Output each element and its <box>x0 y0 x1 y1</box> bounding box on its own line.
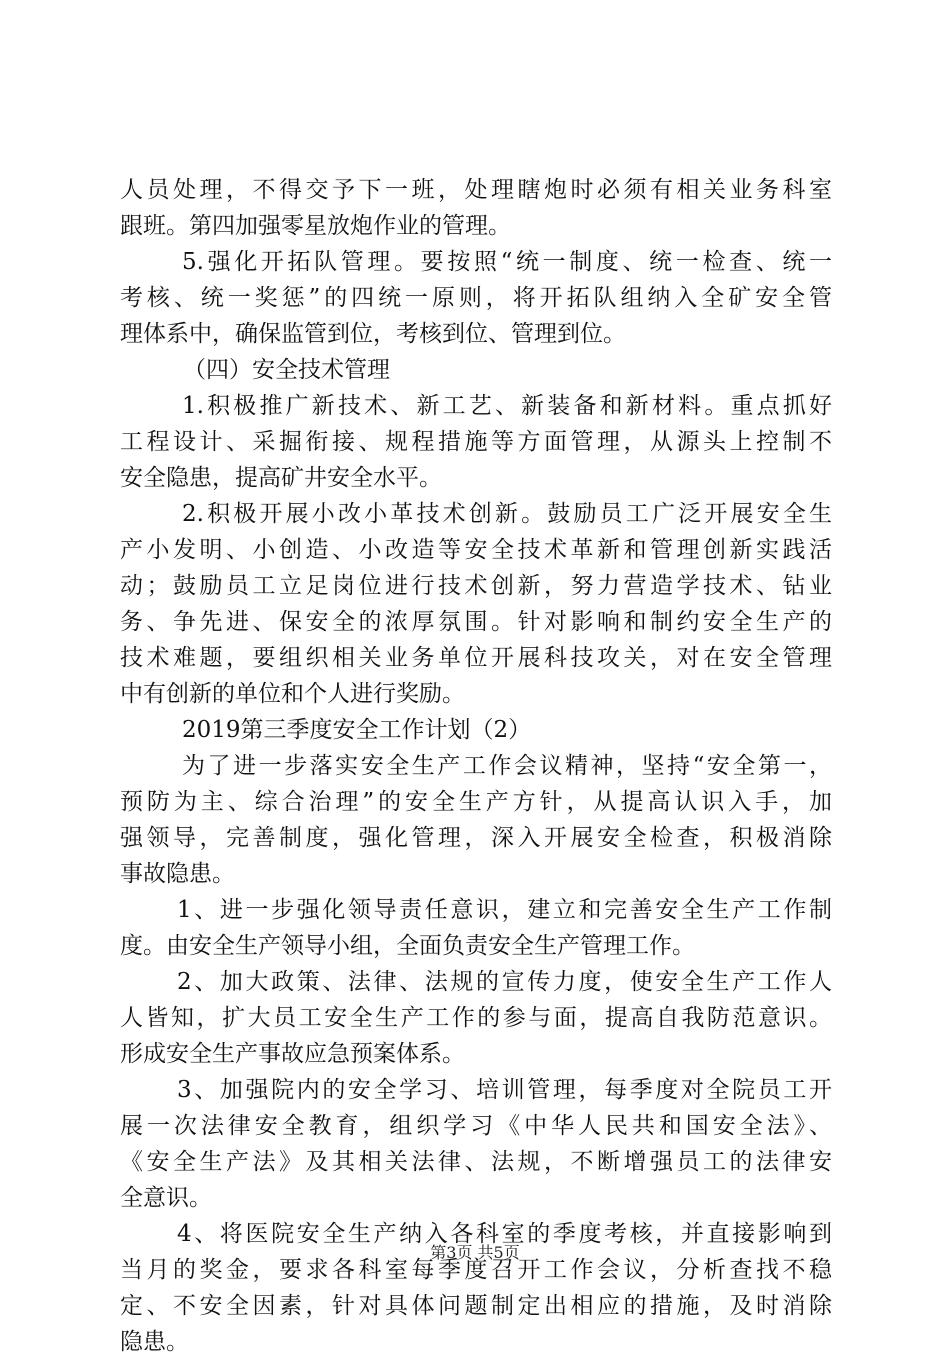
text-line: 产小发明、小创造、小改造等安全技术革新和管理创新实践活 <box>120 537 832 563</box>
text-line: 展一次法律安全教育，组织学习《中华人民共和国安全法》、 <box>120 1113 832 1139</box>
section-heading: （四）安全技术管理 <box>183 357 390 383</box>
text-line: 《安全生产法》及其相关法律、法规，不断增强员工的法律安 <box>120 1149 832 1175</box>
text-line: 1、进一步强化领导责任意识，建立和完善安全生产工作制 <box>177 897 832 923</box>
text-line: 安全隐患，提高矿井安全水平。 <box>120 465 442 491</box>
text-line: 动；鼓励员工立足岗位进行技术创新，努力营造学技术、钻业 <box>120 573 832 599</box>
text-line: 人皆知，扩大员工安全生产工作的参与面，提高自我防范意识。 <box>120 1005 832 1031</box>
text-line: 1.积极推广新技术、新工艺、新装备和新材料。重点抓好 <box>182 393 832 419</box>
text-line: 事故隐患。 <box>120 861 235 887</box>
text-line: 2、加大政策、法律、法规的宣传力度，使安全生产工作人 <box>177 969 832 995</box>
text-line: 2.积极开展小改小革技术创新。鼓励员工广泛开展安全生 <box>182 501 832 527</box>
text-line: 当月的奖金，要求各科室每季度召开工作会议，分析查找不稳 <box>120 1257 832 1283</box>
text-line: 考核、统一奖惩”的四统一原则，将开拓队组纳入全矿安全管 <box>120 285 832 311</box>
text-line: 预防为主、综合治理”的安全生产方针，从提高认识入手，加 <box>120 789 832 815</box>
text-line: 3、加强院内的安全学习、培训管理，每季度对全院员工开 <box>177 1077 832 1103</box>
text-line: 跟班。第四加强零星放炮作业的管理。 <box>120 213 511 239</box>
text-line: 度。由安全生产领导小组，全面负责安全生产管理工作。 <box>120 933 695 959</box>
document-body <box>120 172 832 1360</box>
text-line: 务、争先进、保安全的浓厚氛围。针对影响和制约安全生产的 <box>120 609 832 635</box>
page-number: 第3页 共5页 <box>430 1243 520 1262</box>
text-line: 强领导，完善制度，强化管理，深入开展安全检查，积极消除 <box>120 825 832 851</box>
text-line: 全意识。 <box>120 1185 212 1211</box>
text-line: 5.强化开拓队管理。要按照“统一制度、统一检查、统一 <box>182 249 832 275</box>
text-line: 定、不安全因素，针对具体问题制定出相应的措施，及时消除 <box>120 1293 832 1319</box>
section-title: 2019第三季度安全工作计划（2） <box>182 717 532 743</box>
text-line: 为了进一步落实安全生产工作会议精神，坚持“安全第一， <box>182 753 832 779</box>
text-line: 形成安全生产事故应急预案体系。 <box>120 1041 465 1067</box>
text-line: 中有创新的单位和个人进行奖励。 <box>120 681 465 707</box>
text-line: 工程设计、采掘衔接、规程措施等方面管理，从源头上控制不 <box>120 429 832 455</box>
text-line: 4、将医院安全生产纳入各科室的季度考核，并直接影响到 <box>177 1221 832 1247</box>
text-line: 人员处理，不得交予下一班，处理瞎炮时必须有相关业务科室 <box>120 177 832 203</box>
text-line: 理体系中，确保监管到位，考核到位、管理到位。 <box>120 321 626 347</box>
text-line: 技术难题，要组织相关业务单位开展科技攻关，对在安全管理 <box>120 645 832 671</box>
text-line: 隐患。 <box>120 1329 189 1355</box>
